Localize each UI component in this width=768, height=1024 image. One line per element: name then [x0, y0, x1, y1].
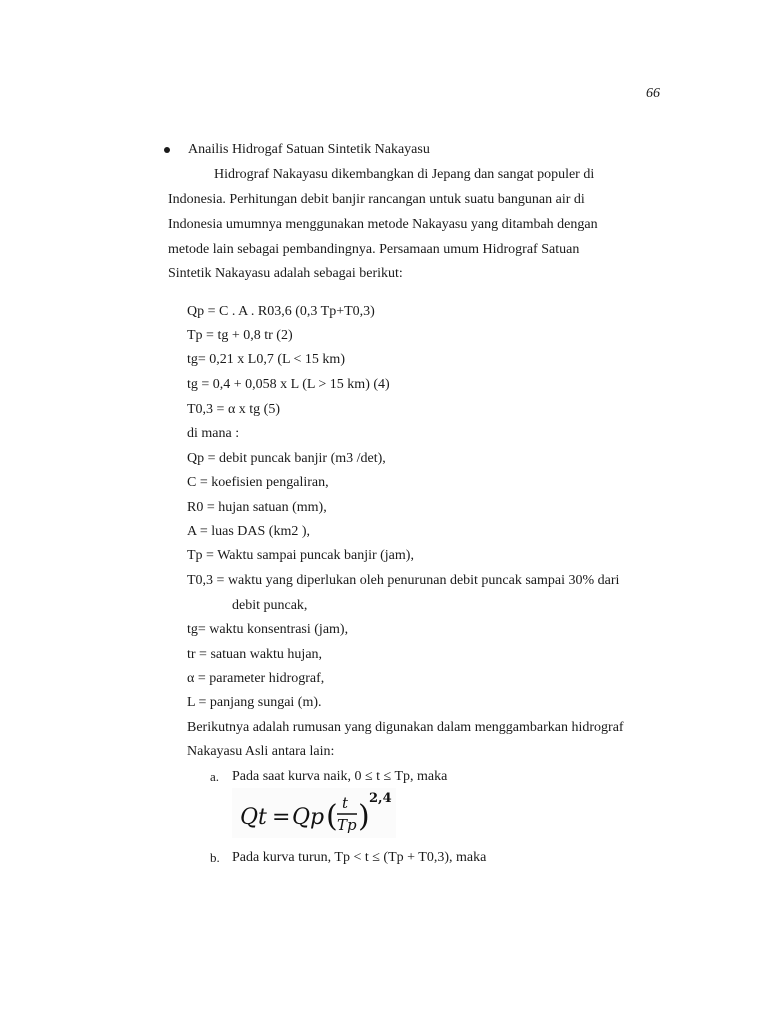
equation-line: Qp = C . A . R03,6 (0,3 Tp+T0,3) — [187, 304, 375, 319]
case-marker: a. — [210, 769, 220, 784]
paragraph-line: metode lain sebagai pembandingnya. Persamaan umum Hidrograf Satuan — [168, 242, 580, 257]
formula-image — [232, 788, 396, 838]
definitions-intro: di mana : — [187, 426, 240, 441]
equation-line: T0,3 = α x tg (5) — [187, 402, 280, 417]
definition-item: R0 = hujan satuan (mm), — [187, 500, 327, 515]
page-number: 66 — [646, 86, 660, 101]
formula-equals: = — [272, 805, 291, 830]
definition-item: Qp = debit puncak banjir (m3 /det), — [187, 451, 386, 466]
formula-svg — [232, 788, 396, 838]
case-marker: b. — [210, 850, 220, 865]
formulas-intro-line: Nakayasu Asli antara lain: — [187, 744, 335, 759]
equation-line: Tp = tg + 0,8 tr (2) — [187, 328, 293, 343]
definition-item: debit puncak, — [232, 598, 308, 613]
paragraph-line: Sintetik Nakayasu adalah sebagai berikut: — [168, 266, 403, 281]
definition-item: A = luas DAS (km2 ), — [187, 524, 311, 539]
definition-item: tg= waktu konsentrasi (jam), — [187, 622, 349, 637]
case-text: Pada kurva turun, Tp < t ≤ (Tp + T0,3), maka — [232, 850, 487, 865]
paragraph-line: Indonesia. Perhitungan debit banjir rancangan untuk suatu bangunan air di — [168, 192, 585, 207]
formulas-intro-line: Berikutnya adalah rumusan yang digunakan dalam menggambarkan hidrograf — [187, 720, 624, 735]
formula-close-paren: ) — [358, 799, 370, 834]
formula-denominator: Tp — [337, 816, 357, 834]
definition-item: L = panjang sungai (m). — [187, 695, 322, 710]
paragraph-line: Indonesia umumnya menggunakan metode Nakayasu yang ditambah dengan — [168, 217, 598, 232]
formula-lhs: Qt — [240, 805, 267, 830]
definition-item: Tp = Waktu sampai puncak banjir (jam), — [187, 548, 414, 563]
paragraph-line: Hidrograf Nakayasu dikembangkan di Jepang dan sangat populer di — [214, 167, 595, 182]
definition-item: C = koefisien pengaliran, — [187, 475, 329, 490]
section-heading: Anailis Hidrogaf Satuan Sintetik Nakayasu — [188, 142, 430, 157]
definition-item: tr = satuan waktu hujan, — [187, 647, 323, 662]
formula-exponent: 2,4 — [369, 791, 392, 806]
bullet-icon — [164, 147, 170, 153]
definition-item: α = parameter hidrograf, — [187, 671, 325, 686]
formula-numerator: t — [342, 794, 349, 812]
formula-open-paren: ( — [326, 799, 338, 834]
formula-rhs: Qp — [292, 805, 325, 830]
case-text: Pada saat kurva naik, 0 ≤ t ≤ Tp, maka — [232, 769, 448, 784]
equation-line: tg = 0,4 + 0,058 x L (L > 15 km) (4) — [187, 377, 390, 392]
equation-line: tg= 0,21 x L0,7 (L < 15 km) — [187, 352, 345, 367]
definition-item: T0,3 = waktu yang diperlukan oleh penurunan debit puncak sampai 30% dari — [187, 573, 620, 588]
